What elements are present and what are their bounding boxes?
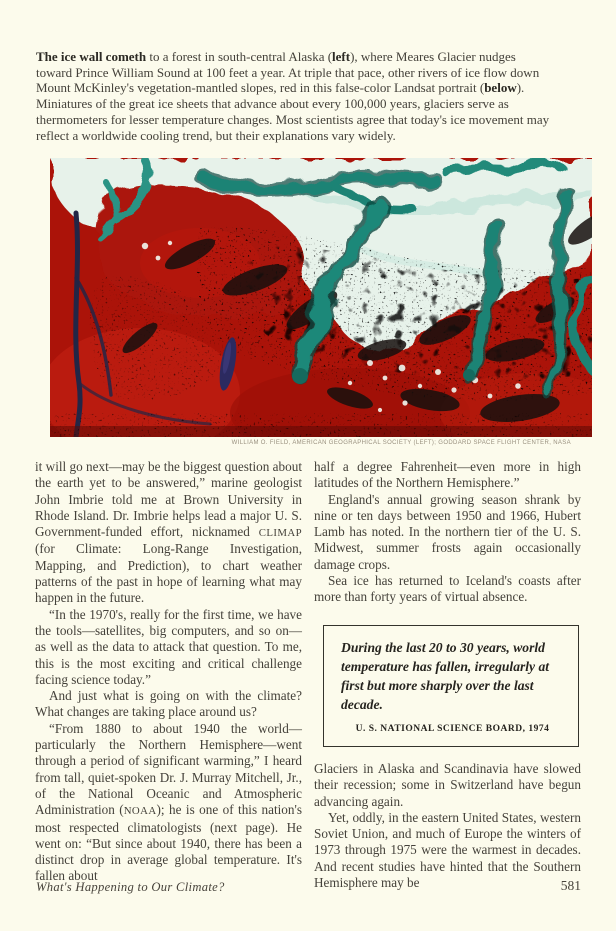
paragraph: Glaciers in Alaska and Scandinavia have slowed their recession; some in Switzerland have begun advancing again. bbox=[314, 760, 581, 809]
lede-paragraph bbox=[36, 49, 553, 143]
page-number: 581 bbox=[560, 878, 581, 893]
page-footer bbox=[36, 878, 581, 898]
paragraph: “From 1880 to about 1940 the world—particularly the Northern Hemisphere—went through a period of significant warming,” I heard from tall, quiet-spoken Dr. J. Murray Mitchell, Jr., of the National Oceanic and Atmospheric Administration (NOAA); he is one of this nation's most respected climatologists (next page). He went on: “But since about 1940, there has been a distinct drop in average global temperature. It's fallen about bbox=[35, 720, 302, 884]
photo-credit: WILLIAM O. FIELD, AMERICAN GEOGRAPHICAL SOCIETY (LEFT); GODDARD SPACE FLIGHT CENTER, NASA bbox=[231, 440, 571, 446]
left-column bbox=[35, 459, 302, 885]
paragraph: Yet, oddly, in the eastern United States, western Soviet Union, and much of Europe the winters of 1973 through 1975 were the warmest in decades. And recent studies have hinted that the Southern Hemisphere may be bbox=[314, 809, 581, 891]
landsat-photo bbox=[50, 158, 592, 437]
pullquote-box bbox=[323, 625, 579, 747]
paragraph: And just what is going on with the climate? What changes are taking place around us? bbox=[35, 688, 302, 720]
lede-text: to a forest in south-central Alaska (left), where Meares Glacier nudges toward Prince William Sound at 100 feet a year. At triple that pace, other rivers of ice flow down Mount McKinley's vegetation-mantled slopes, red in this false-color Landsat portrait (below). Miniatures of the great ice sheets that advance about every 100,000 years, glaciers serve as thermometers for lesser temperature changes. Most scientists agree that today's ice movement may reflect a worldwide cooling trend, but their explanations vary widely. bbox=[36, 49, 550, 143]
paragraph: “In the 1970's, really for the first time, we have the tools—satellites, big computers, and so on—as well as the data to attack that question. To me, this is the most exciting and critical challenge facing science today.” bbox=[35, 606, 302, 687]
right-column-bottom bbox=[314, 761, 581, 891]
running-title: What's Happening to Our Climate? bbox=[36, 880, 225, 894]
pullquote-attribution: U. S. NATIONAL SCIENCE BOARD, 1974 bbox=[355, 723, 550, 734]
lede-bold-lead: The ice wall cometh bbox=[36, 49, 147, 64]
paragraph: half a degree Fahrenheit—even more in high latitudes of the Northern Hemisphere.” bbox=[314, 459, 581, 491]
paragraph: England's annual growing season shrank by nine or ten days between 1950 and 1966, Hubert Lamb has noted. In the northern tier of the U. S. Midwest, summer frosts again occasionally damage crops. bbox=[314, 491, 581, 572]
right-column-top bbox=[314, 459, 581, 606]
pullquote-text: During the last 20 to 30 years, world temperature has fallen, irregularly at first but more sharply over the last decade. bbox=[341, 639, 550, 712]
right-column bbox=[314, 459, 581, 891]
landsat-photo-art bbox=[50, 158, 592, 437]
paragraph: Sea ice has returned to Iceland's coasts after more than forty years of virtual absence. bbox=[314, 573, 581, 605]
paragraph: it will go next—may be the biggest question about the earth yet to be answered,” marine geologist John Imbrie told me at Brown University in Rhode Island. Dr. Imbrie helps lead a major U. S. Government-funded effort, nicknamed CLIMAP (for Climate: Long-Range Investigation, Mapping, and Prediction), to chart weather patterns of the past in hope of learning what may happen in the future. bbox=[35, 459, 302, 606]
